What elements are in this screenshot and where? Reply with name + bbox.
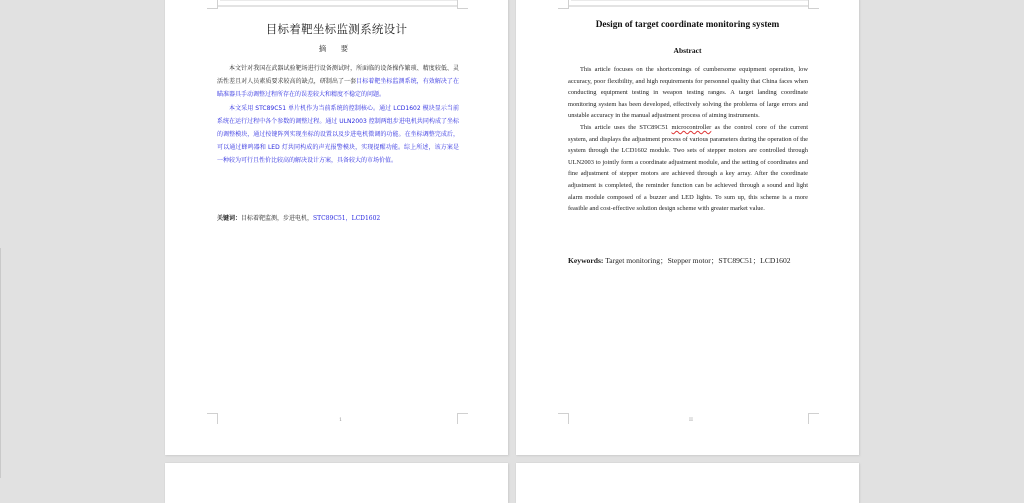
paragraph-text-highlighted: 目标着靶坐标监测系统，有效解决了在瞄准器具手动调整过程所存在的误差较大和精度不稳定的问题。 xyxy=(217,78,459,99)
page-title: 目标着靶坐标监测系统设计 xyxy=(265,22,408,36)
document-page-1[interactable] xyxy=(165,0,508,455)
previous-header-text xyxy=(571,0,809,1)
keywords-label: Keywords: xyxy=(568,256,604,265)
keywords-text-highlighted: STC89C51，LCD1602 xyxy=(313,215,381,222)
page-title: Design of target coordinate monitoring system xyxy=(595,20,780,30)
header-rule xyxy=(568,5,808,7)
previous-header-text xyxy=(220,0,458,1)
abstract-heading: Abstract xyxy=(673,46,702,55)
paragraph-text: as the control core of the current system, and displays the adjustment process of various parameters during the operation of the system through the LCD1602 module. Two sets of stepper motors are controlled through ULN2003 to jointly form a coordinate adjustment module, and the setting of coordinates and fine adjustment of stepper motors are achieved through a key array. After the coordinate adjustment is completed, the reminder function can be achieved through a sound and light alarm module composed of a buzzer and LED lights. To sum up, this scheme is a more feasible and cost-effective solution design scheme with greater market value. xyxy=(568,123,808,213)
margin-corner-top-right xyxy=(457,0,468,9)
margin-corner-bottom-right xyxy=(457,413,468,424)
paragraph-text: This article uses the STC89C51 xyxy=(580,123,672,131)
keywords-line xyxy=(217,213,380,222)
abstract-paragraph-1: This article focuses on the shortcomings of cumbersome equipment operation, low accuracy, poor flexibility, and high requirements for personnel quality that China faces when conducting equipment testing in weapon testing ranges. A target landing coordinate monitoring system has been developed, effectively solving the problems of large errors and unstable accuracy in the manual adjustment process of aiming instruments. xyxy=(568,66,808,120)
document-page-4[interactable] xyxy=(516,463,859,503)
keywords-text: Target monitoring；Stepper motor；STC89C51；LCD1602 xyxy=(603,256,791,265)
abstract-heading: 摘 要 xyxy=(318,44,355,53)
document-page-3[interactable] xyxy=(165,463,508,503)
keywords-text: 目标着靶监测，步进电机， xyxy=(241,215,314,222)
abstract-paragraph-2: 本文采用 STC89C51 单片机作为当前系统的控制核心。通过 LCD1602 模块显示当前系统在运行过程中各个参数的调整过程。通过 ULN2003 控制两组步进电机共同构成了坐标的调整模块，通过按键阵列实现坐标的设置以及步进电机微调的功能。在坐标调整完成后，可以通过蜂鸣器和 LED 灯共同构成的声光报警模块，实现提醒功能。综上所述，该方案是一种较为可行且性价比较高的解决设计方案，具备较大的市场价值。 xyxy=(217,104,459,165)
margin-corner-bottom-left xyxy=(207,413,218,424)
margin-corner-top-right xyxy=(808,0,819,9)
abstract-paragraph-1 xyxy=(217,62,459,102)
margin-corner-top-left xyxy=(207,0,218,9)
margin-corner-bottom-right xyxy=(808,413,819,424)
spellcheck-flagged-word[interactable]: microcontroller xyxy=(671,123,712,131)
keywords-label: 关键词： xyxy=(217,215,242,222)
header-rule xyxy=(217,5,457,7)
paragraph-text: 本文针对我国在武器试验靶场进行设备测试时，所面临的设备操作繁琐、精度较低、灵活性差且对人员素质要求较高的缺点，研制出了一套 xyxy=(217,65,459,86)
abstract-body xyxy=(217,62,459,168)
margin-corner-bottom-left xyxy=(558,413,569,424)
page-number: 1 xyxy=(339,417,343,423)
margin-corner-top-left xyxy=(558,0,569,9)
abstract-paragraph-2 xyxy=(568,122,808,215)
keywords-line xyxy=(568,255,791,266)
document-page-2[interactable] xyxy=(516,0,859,455)
page-number: II xyxy=(689,417,693,423)
scroll-edge-line xyxy=(0,248,1,478)
abstract-body xyxy=(568,64,808,215)
